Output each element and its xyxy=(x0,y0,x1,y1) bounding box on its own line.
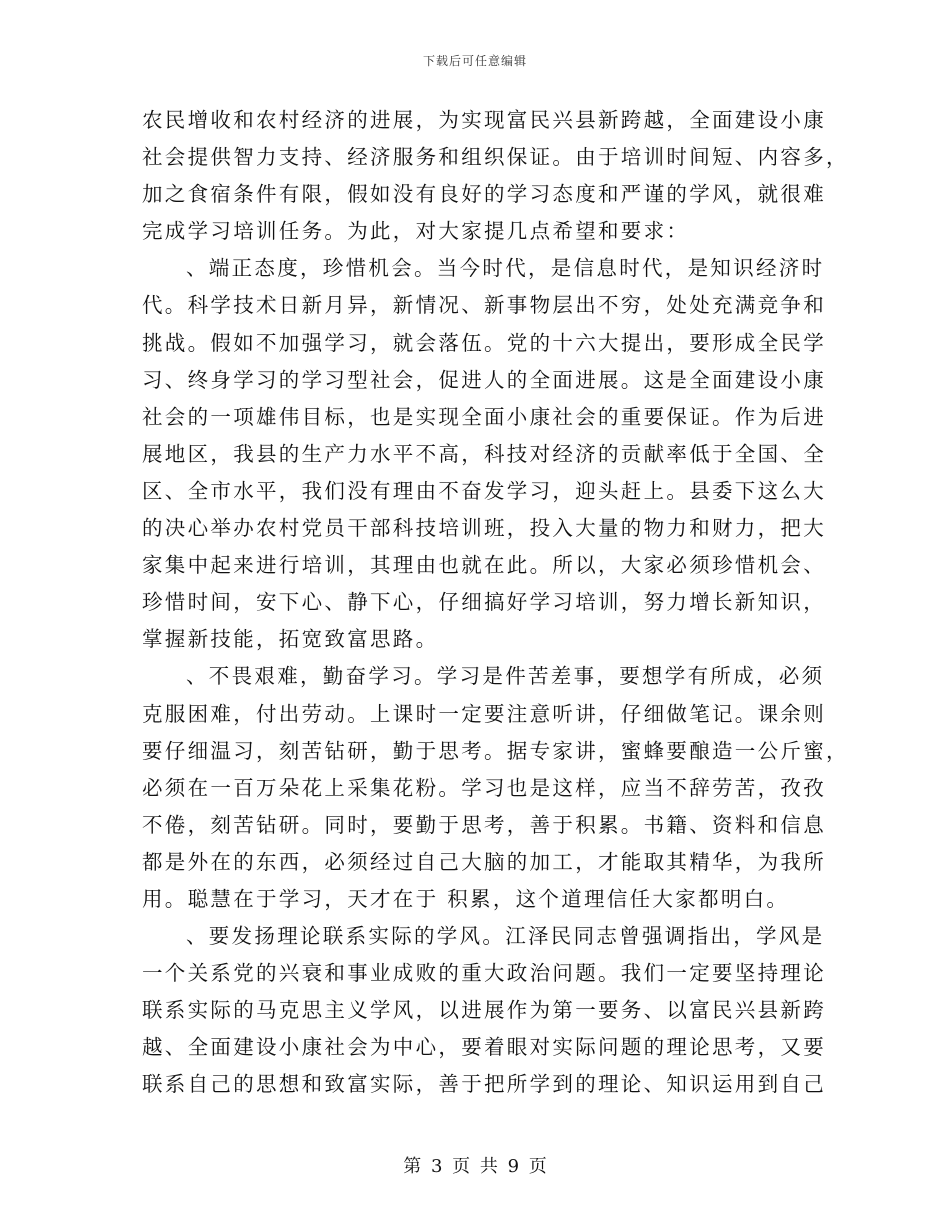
page-header: 下载后可任意编辑 xyxy=(422,54,527,68)
paragraph-start-line: 、不畏艰难，勤奋学习。学习是件苦差事，要想学有所成，必须 xyxy=(186,664,825,689)
text-line: 掌握新技能，拓宽致富思路。 xyxy=(142,627,439,652)
text-line: 习、终身学习的学习型社会，促进人的全面进展。这是全面建设小康 xyxy=(142,367,826,392)
text-line: 农民增收和农村经济的进展，为实现富民兴县新跨越，全面建设小康 xyxy=(142,108,826,132)
text-line: 不倦，刻苦钻研。同时，要勤于思考，善于积累。书籍、资料和信息 xyxy=(142,812,826,837)
text-line: 区、全市水平，我们没有理由不奋发学习，迎头赶上。县委下这么大 xyxy=(142,478,826,503)
paragraph-start-line: 、要发扬理论联系实际的学风。江泽民同志曾强调指出，学风是 xyxy=(186,924,825,949)
text-line: 社会提供智力支持、经济服务和组织保证。由于培训时间短、内容多， xyxy=(142,145,849,170)
text-line: 都是外在的东西，必须经过自己大脑的加工，才能取其精华，为我所 xyxy=(142,849,826,874)
text-line: 的决心举办农村党员干部科技培训班，投入大量的物力和财力，把大 xyxy=(142,516,826,541)
body-text xyxy=(142,102,849,1104)
text-line: 要仔细温习，刻苦钻研，勤于思考。据专家讲，蜜蜂要酿造一公斤蜜， xyxy=(142,738,849,763)
text-line: 越、全面建设小康社会为中心，要着眼对实际问题的理论思考，又要 xyxy=(142,1035,826,1060)
page-number-footer: 第 3 页 共 9 页 xyxy=(403,1156,547,1177)
text-line: 加之食宿条件有限，假如没有良好的学习态度和严谨的学风，就很难 xyxy=(142,182,826,207)
text-line: 社会的一项雄伟目标，也是实现全面小康社会的重要保证。作为后进 xyxy=(142,404,826,429)
text-line: 展地区，我县的生产力水平不高，科技对经济的贡献率低于全国、全 xyxy=(142,441,826,466)
text-line: 家集中起来进行培训，其理由也就在此。所以，大家必须珍惜机会、 xyxy=(142,553,826,578)
text-line: 联系实际的马克思主义学风，以进展作为第一要务、以富民兴县新跨 xyxy=(142,998,826,1023)
text-line: 一个关系党的兴衰和事业成败的重大政治问题。我们一定要坚持理论 xyxy=(142,961,826,986)
text-line: 珍惜时间，安下心、静下心，仔细搞好学习培训，努力增长新知识， xyxy=(142,590,826,615)
text-line: 必须在一百万朵花上采集花粉。学习也是这样，应当不辞劳苦，孜孜 xyxy=(142,775,826,800)
text-line: 克服困难，付出劳动。上课时一定要注意听讲，仔细做笔记。课余则 xyxy=(142,701,826,726)
text-line: 代。科学技术日新月异，新情况、新事物层出不穷，处处充满竞争和 xyxy=(142,293,826,318)
paragraph-start-line: 、端正态度，珍惜机会。当今时代，是信息时代，是知识经济时 xyxy=(186,256,825,281)
text-line: 联系自己的思想和致富实际，善于把所学到的理论、知识运用到自己 xyxy=(142,1072,826,1097)
text-line: 挑战。假如不加强学习，就会落伍。党的十六大提出，要形成全民学 xyxy=(142,330,826,355)
text-line: 用。聪慧在于学习，天才在于 积累，这个道理信任大家都明白。 xyxy=(142,886,790,911)
text-line: 完成学习培训任务。为此，对大家提几点希望和要求： xyxy=(142,219,690,244)
